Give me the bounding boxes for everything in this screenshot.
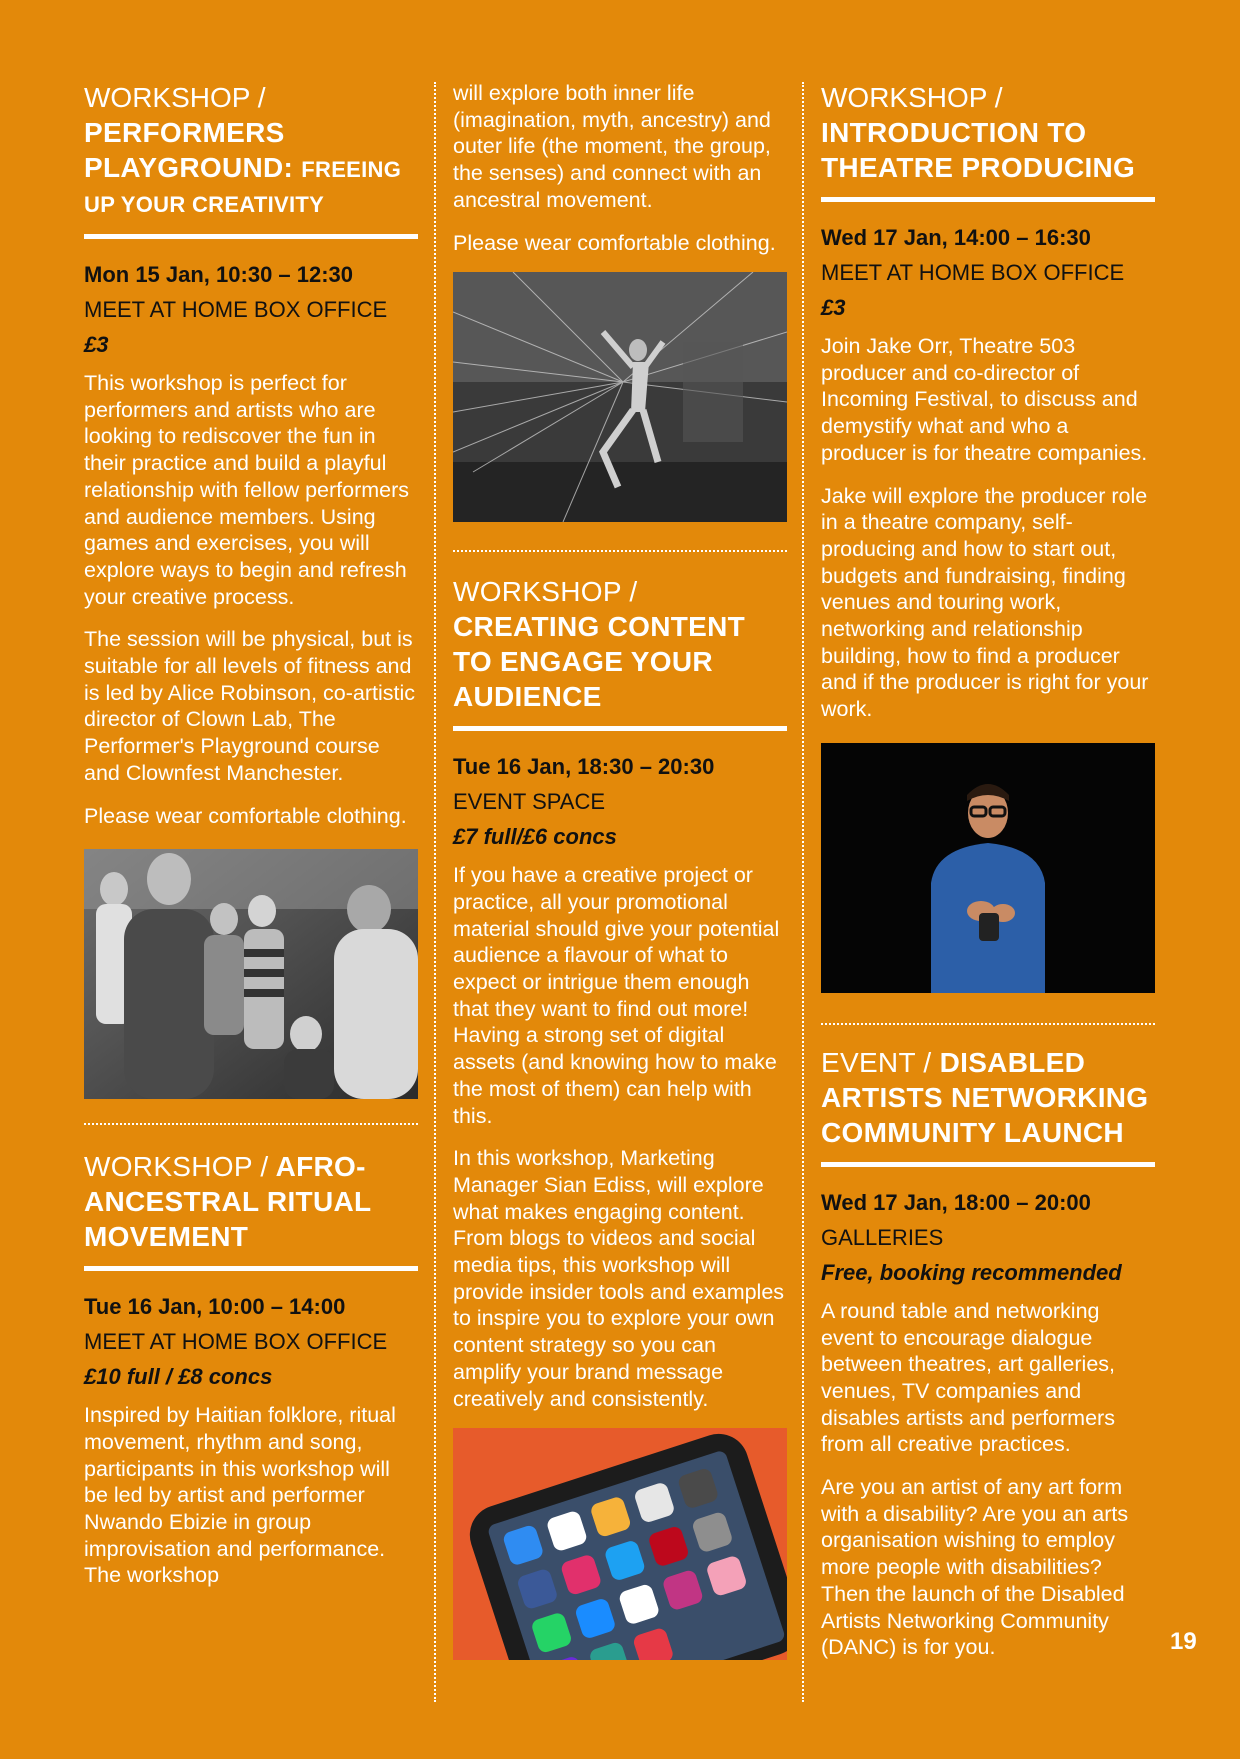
separator-dotted-c2 <box>453 550 787 552</box>
performers-title-sub-inline: FREEING <box>301 157 402 182</box>
performers-title-sub: UP YOUR CREATIVITY <box>84 192 325 217</box>
danc-meta <box>821 1185 1155 1290</box>
performers-meta <box>84 257 418 362</box>
content-meta <box>453 749 787 854</box>
afro-para-1-continued: will explore both inner life (imagination, myth, ancestry) and outer life (the moment, the group, the senses) and connect with an ancestral movement. <box>453 81 771 212</box>
content-price: £7 full/£6 concs <box>453 824 617 850</box>
afro-title-line <box>84 1149 418 1254</box>
producing-title: INTRODUCTION TO THEATRE PRODUCING <box>821 117 1136 183</box>
afro-title: AFRO-ANCESTRAL RITUAL MOVEMENT <box>84 1151 371 1253</box>
afro-price: £10 full / £8 concs <box>84 1364 273 1390</box>
producing-kicker: WORKSHOP / <box>821 82 1003 113</box>
producing-heading <box>821 80 1155 202</box>
afro-para-2: Please wear comfortable clothing. <box>453 230 776 255</box>
performers-venue: MEET AT HOME BOX OFFICE <box>84 297 388 322</box>
danc-date: Wed 17 Jan, 18:00 – 20:00 <box>821 1189 1091 1215</box>
performers-title <box>84 115 418 187</box>
speaker-photo <box>821 743 1155 993</box>
column-separator-left <box>434 82 436 1702</box>
danc-para-2: Are you an artist of any art form with a disability? Are you an arts organisation wishing to employ more people with disabilities? Then the launch of the Disabled Artists Networking Community (DANC) is for you. <box>821 1475 1129 1660</box>
producing-para-2: Jake will explore the producer role in a theatre company, self-producing and how to start out, budgets and fundraising, finding venues and touring work, networking and relationship building, how to find a producer and if the producer is right for your work. <box>821 483 1149 722</box>
danc-title-rest: ARTISTS NETWORKING COMMUNITY LAUNCH <box>821 1081 1149 1148</box>
producing-price: £3 <box>821 295 846 320</box>
producing-venue: MEET AT HOME BOX OFFICE <box>821 260 1125 285</box>
afro-para-1: Inspired by Haitian folklore, ritual movement, rhythm and song, participants in this workshop will be led by artist and performer Nwando Ebizie in group improvisation and performance. The workshop <box>84 1403 396 1588</box>
content-para-2: In this workshop, Marketing Manager Sian Ediss, will explore what makes engaging content. From blogs to videos and social media tips, this workshop will provide insider tools and examples to inspire you to explore your own content strategy so you can amplify your brand message creatively and consistently. <box>453 1146 785 1411</box>
content-title-rest: CONTENT TO ENGAGE YOUR AUDIENCE <box>453 611 746 713</box>
column-1 <box>84 80 418 1605</box>
danc-price: Free, booking recommended <box>821 1259 1122 1285</box>
content-title-inline: CREATING <box>453 611 600 643</box>
separator-dotted-c1 <box>84 1123 418 1125</box>
performers-para-3: Please wear comfortable clothing. <box>84 803 407 828</box>
content-venue: EVENT SPACE <box>453 789 606 815</box>
performers-para-2: The session will be physical, but is suitable for all levels of fitness and is led by Alice Robinson, co-artistic director of Clown Lab, The Performer's Playground course and Clownfest Manchester. <box>84 627 416 785</box>
afro-date: Tue 16 Jan, 10:00 – 14:00 <box>84 1294 346 1320</box>
danc-para-1: A round table and networking event to encourage dialogue between theatres, art galleries, venues, TV companies and disables artists and performers from all creative practices. <box>821 1298 1115 1457</box>
performers-para-1: This workshop is perfect for performers and artists who are looking to rediscover the fun in their practice and build a playful relationship with fellow performers and audience members. Using games and exercises, you will explore ways to begin and refresh your creative process. <box>84 371 410 609</box>
content-title-line <box>453 574 787 714</box>
danc-kicker: EVENT / <box>821 1046 932 1078</box>
afro-heading <box>84 1149 418 1271</box>
performers-price: £3 <box>84 332 109 357</box>
column-2 <box>453 72 787 1660</box>
producing-date: Wed 17 Jan, 14:00 – 16:30 <box>821 225 1091 250</box>
producing-meta <box>821 220 1155 325</box>
column-3 <box>821 80 1155 1677</box>
content-kicker: WORKSHOP / <box>453 576 638 608</box>
performers-kicker: WORKSHOP / <box>84 82 266 113</box>
page-number: 19 <box>1170 1628 1197 1655</box>
afro-photo <box>453 272 787 522</box>
performers-date: Mon 15 Jan, 10:30 – 12:30 <box>84 262 354 287</box>
danc-venue: GALLERIES <box>821 1224 944 1250</box>
performers-photo <box>84 849 418 1099</box>
danc-heading <box>821 1045 1155 1167</box>
column-separator-right <box>802 82 804 1702</box>
content-date: Tue 16 Jan, 18:30 – 20:30 <box>453 754 715 780</box>
afro-venue: MEET AT HOME BOX OFFICE <box>84 1329 388 1355</box>
producing-para-1: Join Jake Orr, Theatre 503 producer and co-director of Incoming Festival, to discuss and demystify what and who a producer is for theatre companies. <box>821 334 1148 465</box>
content-heading <box>453 574 787 731</box>
separator-dotted-c3 <box>821 1023 1155 1025</box>
content-para-1: If you have a creative project or practice, all your promotional material should give your potential audience a flavour of what to expect or intrigue them enough that they want to find out more! Having a strong set of digital assets (and knowing how to make the most of them) can help with this. <box>453 863 780 1128</box>
danc-title-line <box>821 1045 1155 1150</box>
performers-title-main: PERFORMERS PLAYGROUND: <box>84 117 294 183</box>
danc-title-inline: DISABLED <box>939 1046 1086 1078</box>
performers-heading <box>84 80 418 239</box>
afro-meta <box>84 1289 418 1394</box>
afro-kicker: WORKSHOP / <box>84 1151 269 1183</box>
phone-photo <box>453 1428 787 1660</box>
